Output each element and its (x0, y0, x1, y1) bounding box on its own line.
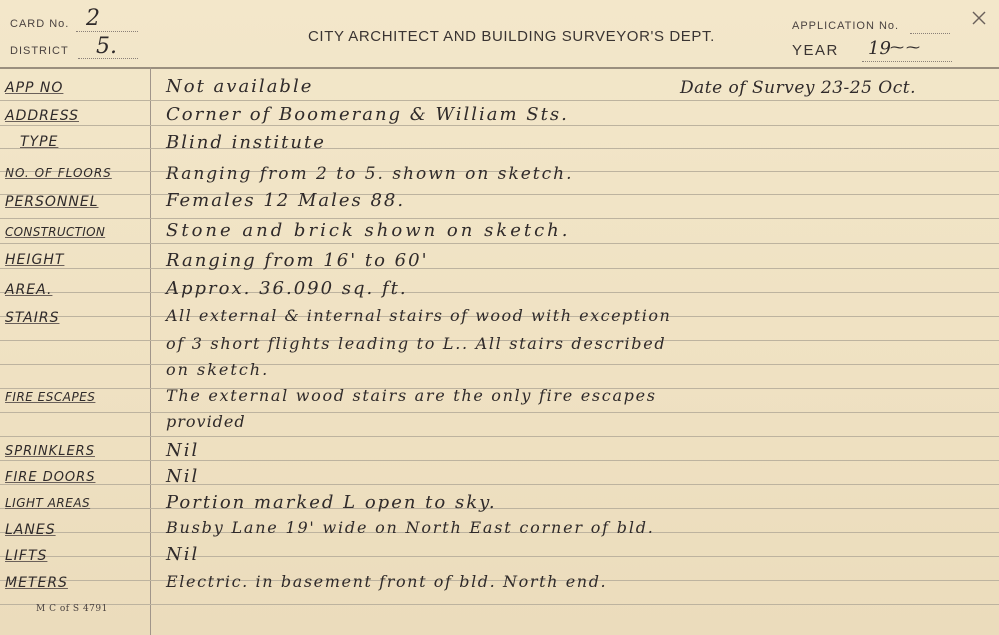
application-no-label: APPLICATION No. (792, 20, 900, 32)
ruled-line (0, 508, 999, 509)
value-stairs-line-1: All external & internal stairs of wood with exception (166, 306, 672, 325)
survey-date: Date of Survey 23-25 Oct. (680, 78, 916, 98)
label-lanes: LANES (5, 522, 56, 538)
form-number: M C of S 4791 (36, 604, 108, 614)
ruled-line (0, 100, 999, 101)
label-sprinklers: SPRINKLERS (5, 444, 95, 459)
label-personnel: PERSONNEL (5, 194, 99, 210)
value-sprinklers: Nil (166, 440, 200, 461)
label-lifts: LIFTS (5, 548, 48, 564)
ruled-line (0, 268, 999, 269)
ruled-line (0, 292, 999, 293)
district-label: DISTRICT (10, 45, 69, 57)
label-light-areas: LIGHT AREAS (5, 496, 91, 510)
ruled-line (0, 460, 999, 461)
ruled-line (0, 218, 999, 219)
year-label: YEAR (792, 42, 839, 59)
year-scribble: ⁓⁓ (890, 40, 922, 56)
year-value: 19 (868, 38, 891, 59)
label-area: AREA. (5, 282, 53, 298)
ruled-line (0, 125, 999, 126)
ruled-line (0, 484, 999, 485)
label-construction: CONSTRUCTION (5, 225, 106, 239)
label-app-no: APP NO (5, 80, 64, 96)
ruled-line (0, 243, 999, 244)
value-fire-doors: Nil (166, 466, 200, 487)
ruled-line (0, 194, 999, 195)
value-address: Corner of Boomerang & William Sts. (166, 104, 569, 125)
card-no-label: CARD No. (10, 18, 70, 30)
ruled-line (0, 436, 999, 437)
value-stairs-line-3: on sketch. (166, 360, 270, 379)
value-no-of-floors: Ranging from 2 to 5. shown on sketch. (166, 164, 574, 184)
corner-cross-mark (971, 10, 987, 26)
label-no-of-floors: NO. OF FLOORS (5, 166, 112, 180)
value-height: Ranging from 16' to 60' (166, 250, 429, 271)
value-meters: Electric. in basement front of bld. North end. (166, 572, 608, 591)
value-area: Approx. 36.090 sq. ft. (166, 278, 408, 299)
ruled-line (0, 412, 999, 413)
ruled-line (0, 556, 999, 557)
value-fire-escapes-line-1: The external wood stairs are the only fire escapes (166, 386, 657, 405)
label-height: HEIGHT (5, 252, 65, 268)
department-title: CITY ARCHITECT AND BUILDING SURVEYOR'S DEPT. (308, 28, 715, 45)
value-stairs-line-2: of 3 short flights leading to L.. All stairs described (166, 334, 667, 353)
year-dotline (862, 61, 952, 62)
value-lifts: Nil (166, 544, 200, 565)
value-app-no: Not available (166, 76, 314, 97)
card-no-dotline (76, 31, 138, 32)
value-lanes: Busby Lane 19' wide on North East corner of bld. (166, 518, 655, 537)
ruled-line (0, 604, 999, 605)
label-column-divider (150, 67, 151, 635)
value-personnel: Females 12 Males 88. (166, 190, 406, 211)
value-light-areas: Portion marked L open to sky. (166, 492, 497, 513)
ruled-line (0, 148, 999, 149)
value-fire-escapes-line-2: provided (166, 412, 246, 431)
card-no-value: 2 (86, 6, 100, 31)
ruled-line (0, 364, 999, 365)
label-address: ADDRESS (5, 108, 79, 124)
district-value: 5. (96, 34, 117, 59)
label-fire-doors: FIRE DOORS (5, 470, 96, 485)
label-fire-escapes: FIRE ESCAPES (5, 390, 96, 404)
label-meters: METERS (5, 575, 68, 591)
value-type: Blind institute (166, 132, 326, 153)
label-type: TYPE (20, 134, 59, 150)
application-no-dotline (910, 33, 950, 34)
value-construction: Stone and brick shown on sketch. (166, 220, 571, 241)
district-dotline (78, 58, 138, 59)
label-stairs: STAIRS (5, 310, 60, 326)
